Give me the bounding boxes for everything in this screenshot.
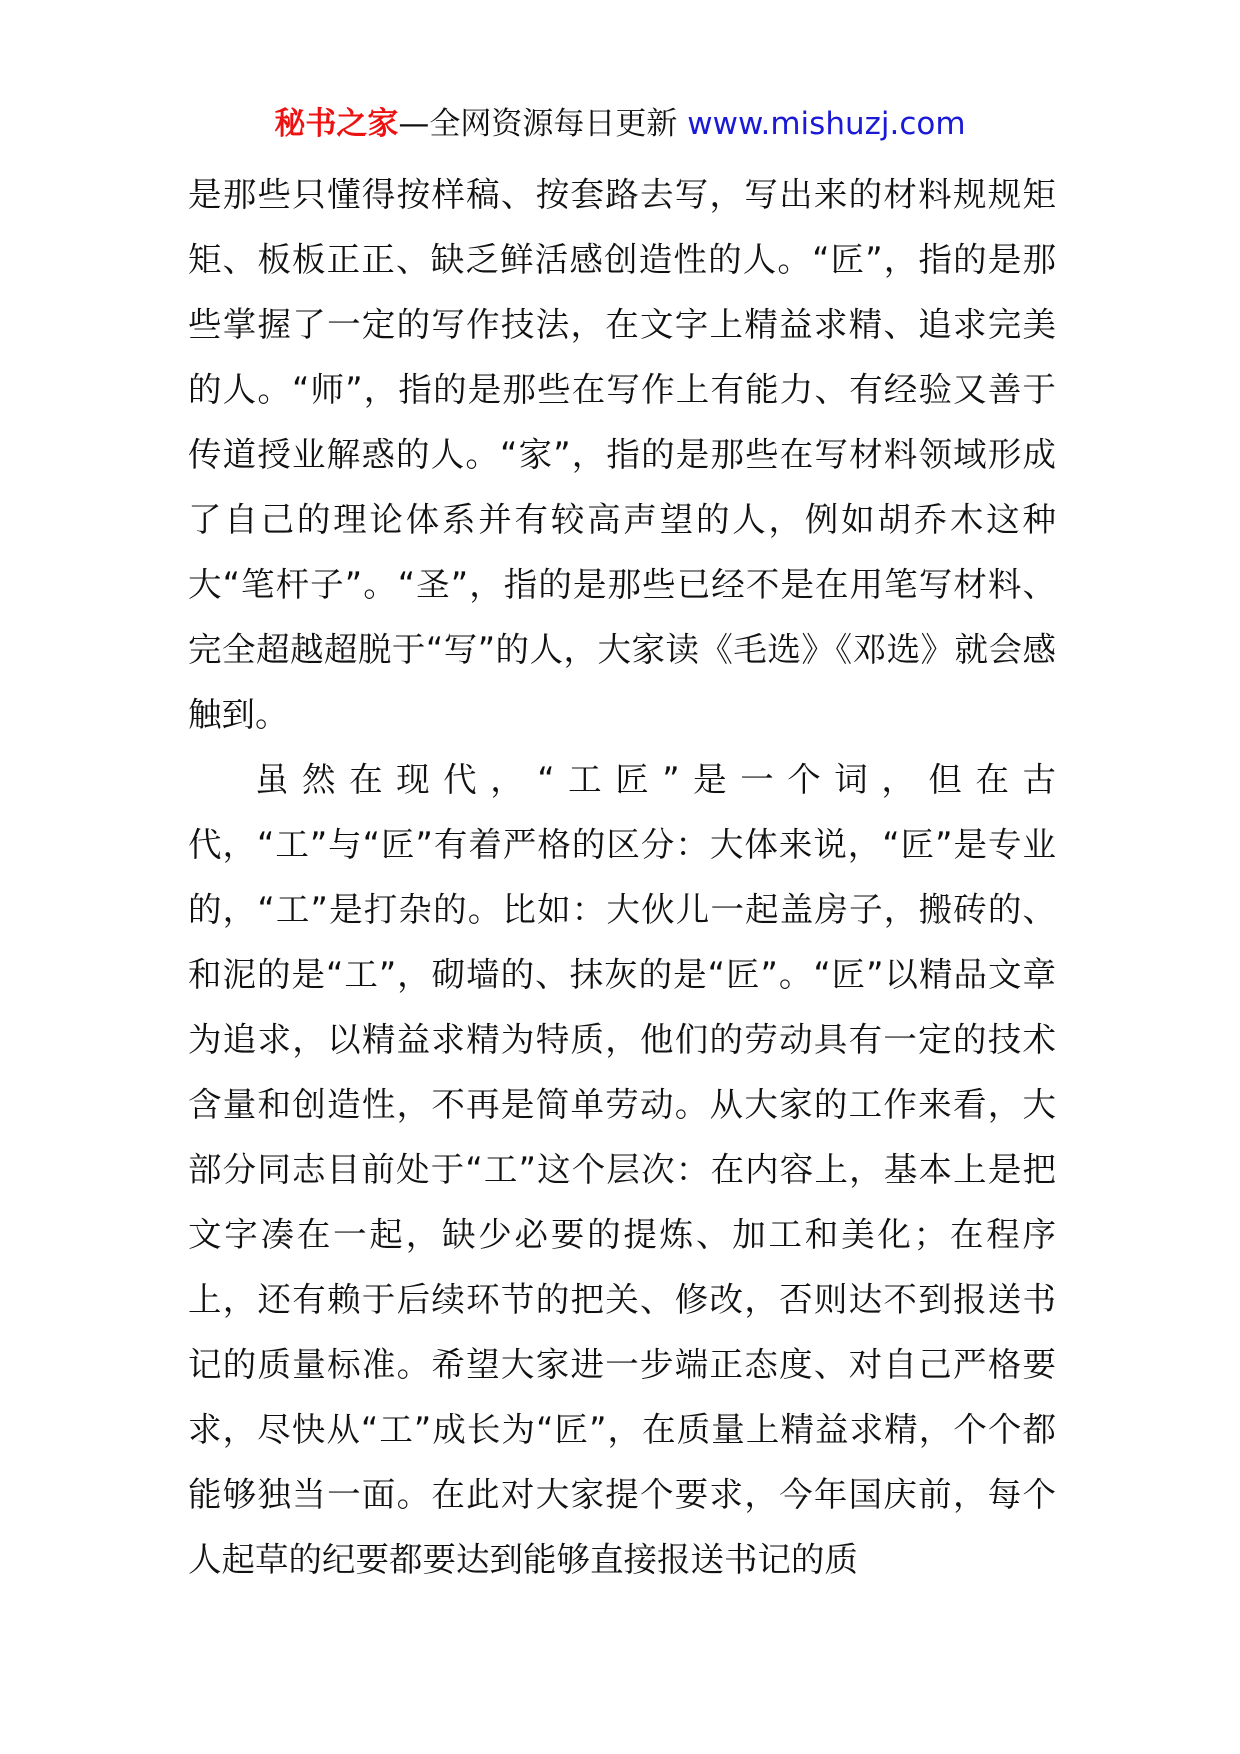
page-header (0, 102, 1240, 146)
paragraph: 虽然在现代，“工匠”是一个词，但在古代，“工”与“匠”有着严格的区分：大体来说，“匠”是专业的，“工”是打杂的。比如：大伙儿一起盖房子，搬砖的、和泥的是“工”，砌墙的、抹灰的是“匠”。“匠”以精品文章为追求，以精益求精为特质，他们的劳动具有一定的技术含量和创造性，不再是简单劳动。从大家的工作来看，大部分同志目前处于“工”这个层次：在内容上，基本上是把文字凑在一起，缺少必要的提炼、加工和美化；在程序上，还有赖于后续环节的把关、修改，否则达不到报送书记的质量标准。希望大家进一步端正态度、对自己严格要求，尽快从“工”成长为“匠”，在质量上精益求精，个个都能够独当一面。在此对大家提个要求，今年国庆前，每个人起草的纪要都要达到能够直接报送书记的质 (188, 760, 1056, 1579)
site-url-link[interactable]: www.mishuzj.com (687, 106, 966, 142)
paragraph-continued: 是那些只懂得按样稿、按套路去写，写出来的材料规规矩矩、板板正正、缺乏鲜活感创造性的人。“匠”，指的是那些掌握了一定的写作技法，在文字上精益求精、追求完美的人。“师”，指的是那些在写作上有能力、有经验又善于传道授业解惑的人。“家”，指的是那些在写材料领域形成了自己的理论体系并有较高声望的人，例如胡乔木这种大“笔杆子”。“圣”，指的是那些已经不是在用笔写材料、完全超越超脱于“写”的人，大家读《毛选》《邓选》就会感触到。 (188, 175, 1056, 734)
brand-name: 秘书之家 (274, 106, 399, 142)
header-slogan: —全网资源每日更新 (398, 106, 678, 142)
document-body (188, 162, 1056, 1592)
